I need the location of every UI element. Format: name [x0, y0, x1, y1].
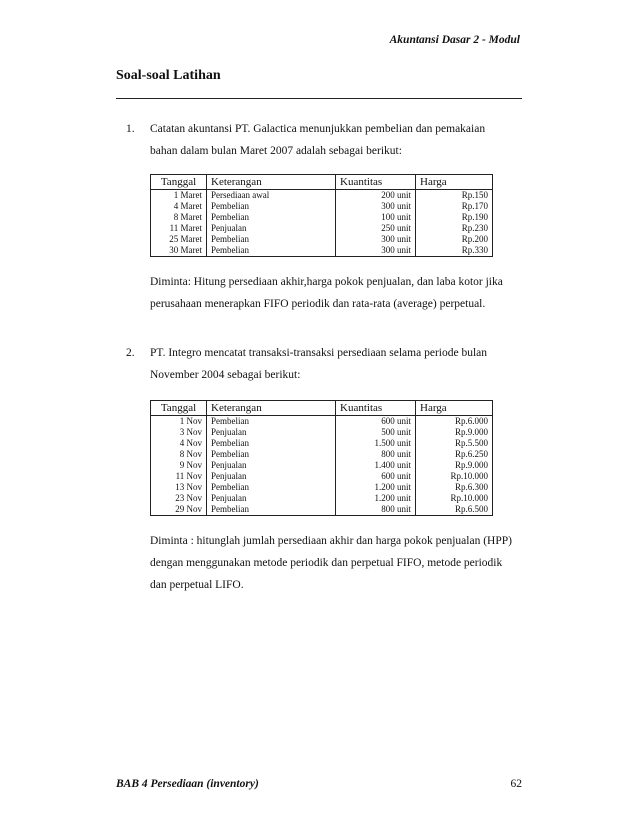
cell-description: Penjualan	[207, 460, 336, 471]
cell-description: Pembelian	[207, 245, 336, 257]
cell-price: Rp.6.300	[454, 482, 488, 492]
cell-price: Rp.330	[461, 245, 488, 255]
transactions-table	[150, 400, 493, 516]
cell-price: Rp.200	[461, 234, 488, 244]
cell-date: 11 Nov	[151, 471, 207, 482]
cell-date: 25 Maret	[151, 234, 207, 245]
table-body	[151, 416, 493, 516]
cell-price: Rp.150	[461, 190, 488, 200]
cell-quantity: 1.200 unit	[336, 493, 416, 504]
cell-price: Rp.10.000	[450, 493, 488, 503]
cell-description: Persediaan awal	[207, 190, 336, 202]
cell-quantity: 300 unit	[336, 234, 416, 245]
problem-intro-line: November 2004 sebagai berikut:	[150, 369, 301, 381]
cell-description: Penjualan	[207, 493, 336, 504]
column-header: Harga	[416, 175, 493, 190]
problem-2	[126, 342, 522, 596]
table-header-row	[151, 175, 493, 190]
table-row	[151, 190, 493, 202]
section-title: Soal-soal Latihan	[116, 68, 221, 83]
table-row	[151, 438, 493, 449]
cell-date: 13 Nov	[151, 482, 207, 493]
cell-price: Rp.230	[461, 223, 488, 233]
table-row	[151, 460, 493, 471]
column-header: Tanggal	[151, 175, 207, 190]
table-header-row	[151, 401, 493, 416]
cell-price: Rp.6.000	[454, 416, 488, 426]
cell-price: Rp.9.000	[454, 427, 488, 437]
column-header: Kuantitas	[336, 401, 416, 416]
cell-description: Pembelian	[207, 212, 336, 223]
question-line: Diminta: Hitung persediaan akhir,harga pokok penjualan, dan laba kotor jika	[150, 276, 503, 288]
cell-price: Rp.6.500	[454, 504, 488, 514]
problem-intro-line: Catatan akuntansi PT. Galactica menunjukkan pembelian dan pemakaian	[150, 123, 486, 135]
problem-number: 2.	[126, 347, 135, 359]
cell-price: Rp.10.000	[450, 471, 488, 481]
cell-description: Pembelian	[207, 201, 336, 212]
table-row	[151, 201, 493, 212]
question-line: dan perpetual LIFO.	[150, 579, 244, 591]
cell-date: 1 Maret	[151, 190, 207, 202]
cell-quantity: 500 unit	[336, 427, 416, 438]
cell-description: Penjualan	[207, 223, 336, 234]
column-header: Keterangan	[207, 401, 336, 416]
cell-description: Pembelian	[207, 234, 336, 245]
cell-price: Rp.170	[461, 201, 488, 211]
cell-quantity: 800 unit	[336, 504, 416, 516]
cell-description: Pembelian	[207, 416, 336, 428]
problem-number: 1.	[126, 123, 135, 135]
cell-date: 8 Nov	[151, 449, 207, 460]
table-body	[151, 190, 493, 257]
cell-date: 30 Maret	[151, 245, 207, 257]
cell-quantity: 100 unit	[336, 212, 416, 223]
cell-description: Pembelian	[207, 438, 336, 449]
page-header: Akuntansi Dasar 2 - Modul	[389, 34, 520, 46]
cell-quantity: 800 unit	[336, 449, 416, 460]
column-header: Tanggal	[151, 401, 207, 416]
table-row	[151, 212, 493, 223]
cell-quantity: 200 unit	[336, 190, 416, 202]
cell-quantity: 300 unit	[336, 245, 416, 257]
table-row	[151, 245, 493, 257]
cell-price: Rp.190	[461, 212, 488, 222]
cell-quantity: 250 unit	[336, 223, 416, 234]
table-row	[151, 504, 493, 516]
cell-date: 8 Maret	[151, 212, 207, 223]
column-header: Kuantitas	[336, 175, 416, 190]
cell-price: Rp.6.250	[454, 449, 488, 459]
cell-price: Rp.9.000	[454, 460, 488, 470]
question-line: Diminta : hitunglah jumlah persediaan akhir dan harga pokok penjualan (HPP)	[150, 535, 512, 547]
problem-1	[126, 118, 522, 315]
table-row	[151, 427, 493, 438]
cell-date: 23 Nov	[151, 493, 207, 504]
cell-date: 29 Nov	[151, 504, 207, 516]
page-number: 62	[510, 778, 522, 790]
cell-quantity: 1.500 unit	[336, 438, 416, 449]
problem-intro-line: bahan dalam bulan Maret 2007 adalah sebagai berikut:	[150, 145, 402, 157]
question-line: perusahaan menerapkan FIFO periodik dan rata-rata (average) perpetual.	[150, 298, 486, 310]
cell-date: 3 Nov	[151, 427, 207, 438]
cell-description: Pembelian	[207, 482, 336, 493]
cell-description: Pembelian	[207, 449, 336, 460]
table-row	[151, 234, 493, 245]
cell-quantity: 1.200 unit	[336, 482, 416, 493]
title-divider	[116, 98, 522, 99]
cell-quantity: 1.400 unit	[336, 460, 416, 471]
problem-intro-line: PT. Integro mencatat transaksi-transaksi persediaan selama periode bulan	[150, 347, 487, 359]
cell-date: 1 Nov	[151, 416, 207, 428]
table-row	[151, 482, 493, 493]
table-row	[151, 471, 493, 482]
cell-quantity: 600 unit	[336, 471, 416, 482]
cell-quantity: 600 unit	[336, 416, 416, 428]
table-row	[151, 416, 493, 428]
footer-chapter: BAB 4 Persediaan (inventory)	[116, 778, 259, 790]
cell-date: 11 Maret	[151, 223, 207, 234]
cell-quantity: 300 unit	[336, 201, 416, 212]
cell-description: Penjualan	[207, 427, 336, 438]
cell-price: Rp.5.500	[454, 438, 488, 448]
column-header: Keterangan	[207, 175, 336, 190]
question-line: dengan menggunakan metode periodik dan perpetual FIFO, metode periodik	[150, 557, 503, 569]
table-row	[151, 223, 493, 234]
cell-date: 9 Nov	[151, 460, 207, 471]
column-header: Harga	[416, 401, 493, 416]
table-row	[151, 449, 493, 460]
transactions-table	[150, 174, 493, 257]
cell-date: 4 Maret	[151, 201, 207, 212]
cell-date: 4 Nov	[151, 438, 207, 449]
table-row	[151, 493, 493, 504]
cell-description: Pembelian	[207, 504, 336, 516]
cell-description: Penjualan	[207, 471, 336, 482]
